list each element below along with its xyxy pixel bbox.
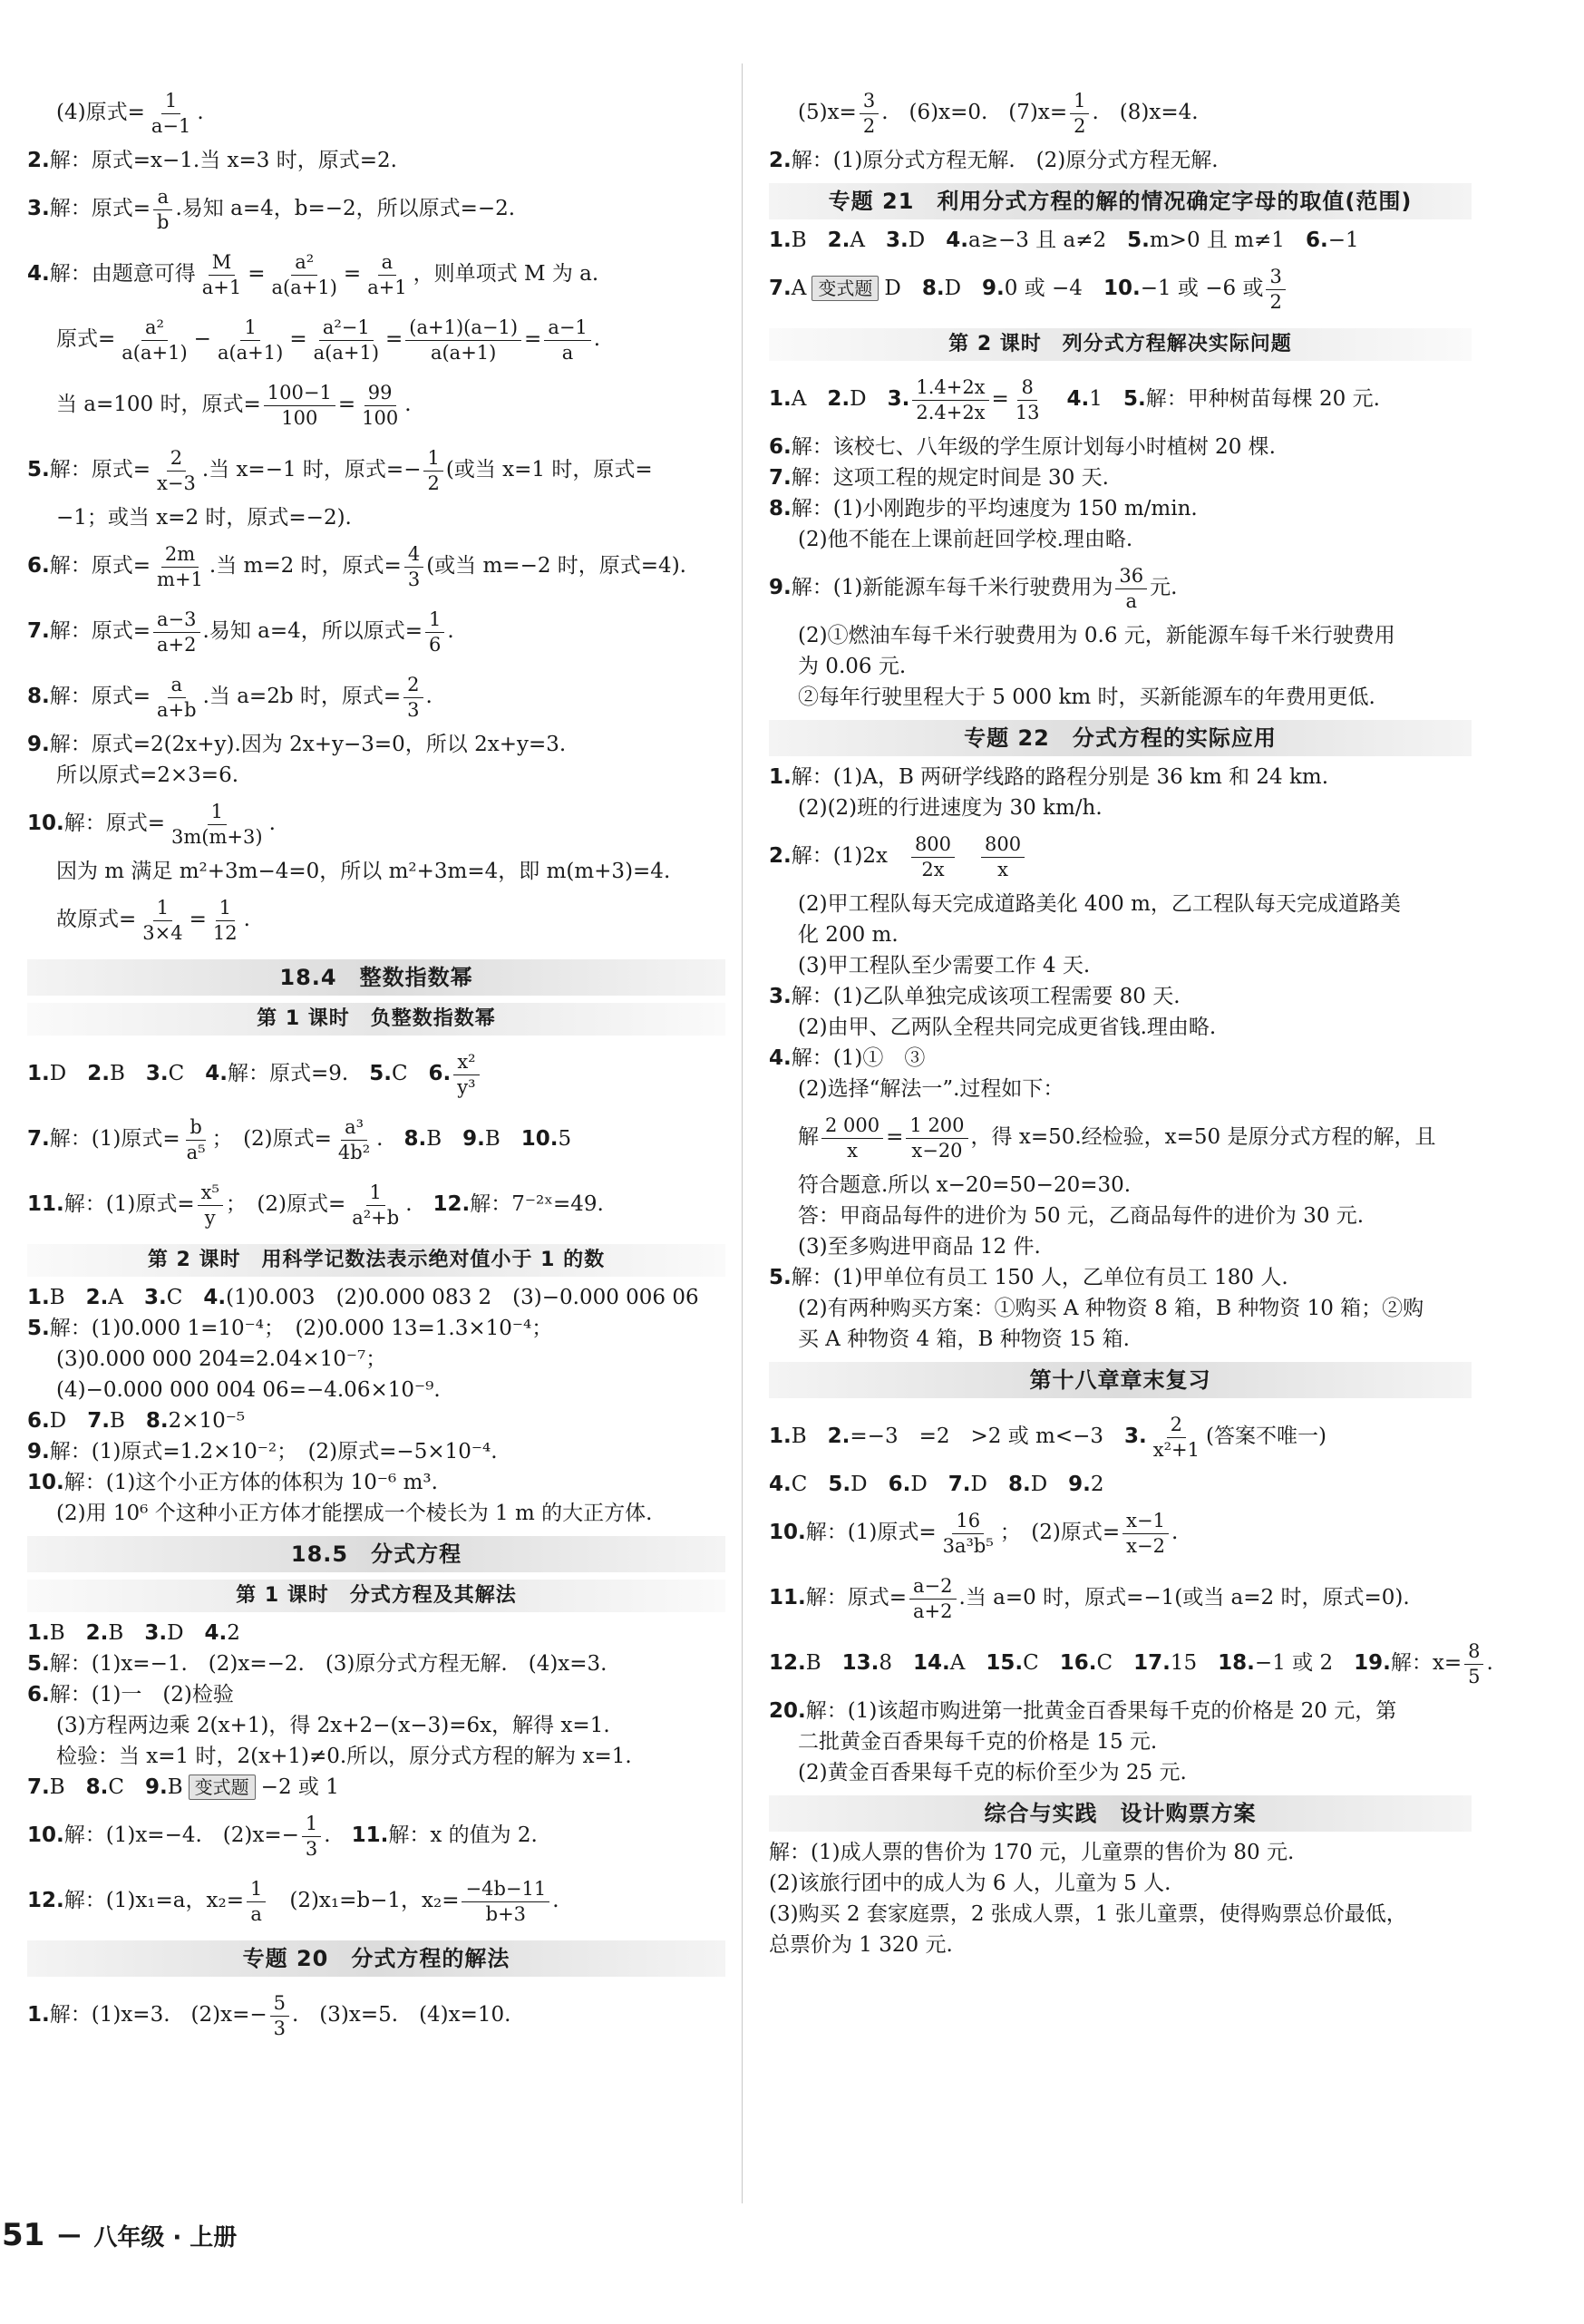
page-footer [0, 2212, 381, 2258]
answer-line: 故原式= $\frac{1}{3\times 4}$ = $\frac{1}{12}$ . [56, 896, 250, 944]
answer-line: (2)(2)班的行进速度为 30 km/h. [798, 796, 1103, 820]
section-heading: 专题 20 分式方程的解法 [27, 1940, 725, 1977]
fraction: $\frac{2}{\text{x²+1}}$ [1152, 1413, 1200, 1461]
fraction: $\frac{1}{6}$ [425, 610, 444, 655]
answer-line: 1.D 2.B 3.C 4.解：原式=9. 5.C 6. $\frac{\text{x²}}{\text{y³}}$ [27, 1041, 725, 1106]
answer-line: 解 $\frac{2 000}{x}$ = $\frac{1 200}{x-20}$ ，得 x=50.经检验，x=50 是原分式方程的解，且 [798, 1113, 1436, 1162]
answer-line: (2)甲工程队每天完成道路美化 400 m，乙工程队每天完成道路美 [798, 892, 1401, 916]
answer-line: 1.B 2.B 3.D 4.2 [27, 1621, 240, 1645]
answer-line: 10.解：(1)原式= $\frac{16}{\text{3a³b⁵}}$ ； (2)原式= $\frac{x-1}{x-2}$ . [769, 1509, 1179, 1557]
answer-line: (3)0.000 000 204=2.04×10⁻⁷； [56, 1347, 387, 1371]
answer-line: 4.解：(1)① ③ [769, 1046, 926, 1070]
fraction: $\frac{1}{a-1}$ [151, 89, 191, 137]
answer-line: 11.解：(1)原式= $\frac{\text{x⁵}}{y}$ ； (2)原式= $\frac{1}{\text{a²+b}}$ . 12.解：7⁻²ˣ=49. [27, 1181, 604, 1229]
section-heading: 第十八章章末复习 [769, 1362, 1472, 1398]
section-heading: 专题 21 利用分式方程的解的情况确定字母的取值(范围) [769, 183, 1472, 219]
fraction: $\frac{100-1}{100}$ [264, 384, 335, 428]
answer-line: 检验：当 x=1 时，2(x+1)≠0.所以，原分式方程的解为 x=1. [56, 1745, 632, 1768]
answer-line: 因为 m 满足 m²+3m−4=0，所以 m²+3m=4，即 m(m+3)=4. [56, 860, 671, 883]
fraction: $\frac{99}{100}$ [362, 381, 399, 429]
fraction: $\frac{(a+1)(a-1)}{a(a+1)}$ [405, 318, 521, 363]
fraction: $\frac{-4b-11}{b+3}$ [462, 1880, 549, 1924]
fraction: $\frac{8}{13}$ [1015, 375, 1040, 423]
fraction: $\frac{2m}{m+1}$ [157, 542, 203, 590]
variant-question-tag: 变式题 [811, 276, 879, 301]
answer-line: 所以原式=2×3=6. [56, 763, 239, 787]
fraction: $\frac{a}{a+1}$ [367, 250, 407, 298]
answer-line: 3.解：原式= $\frac{a}{b}$ .易知 a=4，b=−2，所以原式=−2. [27, 185, 516, 233]
answer-line: 9.解：原式=2(2x+y).因为 2x+y−3=0，所以 2x+y=3. [27, 733, 567, 756]
fraction: $\frac{1}{3}$ [302, 1814, 321, 1859]
answer-line: 6.解：原式= $\frac{2m}{m+1}$ .当 m=2 时，原式= $\frac{4}{3}$ (或当 m=−2 时，原式=4). [27, 542, 686, 590]
answer-line: 1.解：(1)x=3. (2)x=− $\frac{5}{3}$ . (3)x=5. (4)x=10. [27, 1991, 511, 2039]
fraction: $\frac{1}{3m(m+3)}$ [171, 800, 263, 848]
answer-line: 2.解：(1)2x $\frac{800}{2x}$ $\frac{800}{x}$ [769, 823, 1472, 889]
answer-line: 1.解：(1)A，B 两研学线路的路程分别是 36 km 和 24 km. [769, 765, 1329, 789]
answer-line: 11.解：原式= $\frac{a-2}{a+2}$ .当 a=0 时，原式=−1(或当 a=2 时，原式=0). [769, 1574, 1410, 1622]
answer-line: 10.解：(1)x=−4. (2)x=− $\frac{1}{3}$ . 11.解：x 的值为 2. [27, 1812, 538, 1860]
fraction: $\frac{a-1}{a}$ [544, 318, 590, 363]
answer-line: 7.解：原式= $\frac{a-3}{a+2}$ .易知 a=4，所以原式= $\frac{1}{6}$ . [27, 608, 454, 656]
answer-line: 7.解：这项工程的规定时间是 30 天. [769, 466, 1109, 490]
answer-line: 4.解：由题意可得 $\frac{M}{a+1}$ = $\frac{\text{a²}}{a(a+1)}$ = $\frac{a}{a+1}$ ，则单项式 M 为 a. [27, 250, 599, 298]
answer-line: 5.解：原式= $\frac{2}{x-3}$ .当 x=−1 时，原式=− $\frac{1}{2}$ (或当 x=1 时，原式= [27, 446, 653, 494]
answer-line: (2)用 10⁶ 个这种小正方体才能摆成一个棱长为 1 m 的大正方体. [56, 1502, 653, 1525]
answer-line: 答：甲商品每件的进价为 50 元，乙商品每件的进价为 30 元. [798, 1204, 1365, 1228]
fraction: $\frac{1}{\text{a²+b}}$ [352, 1181, 400, 1229]
answer-line: 5.解：(1)x=−1. (2)x=−2. (3)原分式方程无解. (4)x=3. [27, 1652, 607, 1676]
fraction: $\frac{x-1}{x-2}$ [1122, 1512, 1169, 1556]
fraction: $\frac{1}{2}$ [423, 449, 442, 493]
answer-line: (4)−0.000 000 004 06=−4.06×10⁻⁹. [56, 1378, 441, 1402]
answer-line: 4.C 5.D 6.D 7.D 8.D 9.2 [769, 1473, 1104, 1496]
answer-line: 7.B 8.C 9.B 变式题 −2 或 1 [27, 1775, 339, 1799]
lesson-heading: 第 1 课时 分式方程及其解法 [27, 1580, 725, 1612]
fraction: $\frac{1 200}{x-20}$ [906, 1116, 967, 1161]
answer-line: (2)选择“解法一”.过程如下： [798, 1077, 1064, 1101]
fraction: $\frac{2}{x-3}$ [157, 446, 196, 494]
answer-line: (2)有两种购买方案：①购买 A 种物资 8 箱，B 种物资 10 箱；②购 [798, 1297, 1424, 1320]
answer-line: 7.A 变式题 D 8.D 9.0 或 −4 10.−1 或 −6 或 $\frac{3}{2}$ [769, 256, 1472, 321]
fraction: $\frac{1}{2}$ [1070, 92, 1089, 136]
answer-line: 2.解：原式=x−1.当 x=3 时，原式=2. [27, 149, 397, 172]
fraction: $\frac{1}{a(a+1)}$ [217, 316, 284, 364]
answer-line: (4)原式= $\frac{1}{a-1}$ . [56, 89, 204, 137]
answer-line: (2)①燃油车每千米行驶费用为 0.6 元，新能源车每千米行驶费用 [798, 624, 1395, 647]
fraction: $\frac{3}{2}$ [1266, 267, 1285, 312]
left-column [27, 80, 725, 2047]
answer-line: 3.解：(1)乙队单独完成该项工程需要 80 天. [769, 985, 1181, 1008]
variant-question-tag: 变式题 [189, 1775, 256, 1800]
answer-line: (5)x= $\frac{3}{2}$ . (6)x=0. (7)x= $\frac{1}{2}$ . (8)x=4. [798, 89, 1199, 137]
answer-line: (3)至多购进甲商品 12 件. [798, 1235, 1041, 1259]
answer-line: ②每年行驶里程大于 5 000 km 时，买新能源车的年费用更低. [798, 686, 1375, 709]
fraction: $\frac{5}{3}$ [270, 1994, 289, 2038]
section-heading: 综合与实践 设计购票方案 [769, 1795, 1472, 1832]
answer-line: 1.A 2.D 3. $\frac{1.4+2x}{2.4+2x}$ = $\frac{8}{13}$ 4.1 5.解：甲种树苗每棵 20 元. [769, 375, 1380, 423]
answer-line: −1；或当 x=2 时，原式=−2). [56, 506, 352, 530]
answer-line: (3)甲工程队至少需要工作 4 天. [798, 954, 1091, 977]
right-column [769, 80, 1493, 1960]
answer-line: (2)他不能在上课前赶回学校.理由略. [798, 528, 1133, 551]
fraction: $\frac{2 000}{x}$ [821, 1116, 883, 1161]
answer-line: 总票价为 1 320 元. [769, 1933, 953, 1957]
fraction: $\frac{\text{a²−1}}{a(a+1)}$ [313, 316, 380, 364]
answer-line: (2)黄金百香果每千克的标价至少为 25 元. [798, 1761, 1187, 1784]
fraction: $\frac{\text{a²}}{a(a+1)}$ [121, 316, 188, 364]
answer-line: 8.解：(1)小刚跑步的平均速度为 150 m/min. [769, 497, 1198, 520]
answer-line: 12.B 13.8 14.A 15.C 16.C 17.15 18.−1 或 2 19.解：x= $\frac{8}{5}$ . [769, 1639, 1493, 1687]
answer-line: (3)方程两边乘 2(x+1)，得 2x+2−(x−3)=6x，解得 x=1. [56, 1714, 610, 1737]
fraction: $\frac{\text{a²}}{a(a+1)}$ [271, 250, 337, 298]
section-heading: 18.5 分式方程 [27, 1536, 725, 1572]
answer-line: 12.解：(1)x₁=a，x₂= $\frac{1}{a}$ (2)x₁=b−1，x₂= $\frac{-4b-11}{b+3}$ . [27, 1877, 559, 1925]
fraction: $\frac{16}{\text{3a³b⁵}}$ [942, 1509, 994, 1557]
fraction: $\frac{800}{2x}$ [911, 835, 955, 880]
fraction: $\frac{b}{\text{a⁵}}$ [186, 1115, 206, 1163]
answer-line: 7.解：(1)原式= $\frac{b}{\text{a⁵}}$ ； (2)原式= $\frac{\text{a³}}{\text{4b²}}$ . 8.B 9.B 10.5 [27, 1115, 572, 1163]
answer-line: 1.B 2.A 3.D 4.a≥−3 且 a≠2 5.m>0 且 m≠1 6.−1 [769, 229, 1359, 252]
fraction: $\frac{36}{a}$ [1115, 567, 1147, 611]
answer-line: 当 a=100 时，原式= $\frac{100-1}{100}$ = $\frac{99}{100}$ . [56, 381, 412, 429]
answer-line: 9.解：(1)新能源车每千米行驶费用为 $\frac{36}{a}$ 元. [769, 564, 1178, 612]
answer-line: 6.D 7.B 8.2×10⁻⁵ [27, 1409, 246, 1433]
answer-line: 1.B 2.=−3 =2 >2 或 m<−3 3. $\frac{2}{\text{x²+1}}$ (答案不唯一) [769, 1413, 1326, 1461]
grade-label: 八年级 · 上册 [93, 2223, 238, 2251]
fraction: $\frac{\text{x²}}{\text{y³}}$ [453, 1053, 479, 1097]
answer-line: 10.解：(1)这个小正方体的体积为 10⁻⁶ m³. [27, 1471, 438, 1494]
fraction: $\frac{a-3}{a+2}$ [153, 610, 199, 655]
fraction: $\frac{1}{3\times 4}$ [142, 896, 183, 944]
answer-line: 1.B 2.A 3.C 4.(1)0.003 (2)0.000 083 2 (3)−0.000 006 06 [27, 1286, 699, 1309]
answer-line: 原式= $\frac{\text{a²}}{a(a+1)}$ − $\frac{1}{a(a+1)}$ = $\frac{\text{a²−1}}{a(a+1)}$ = $\frac{(a+1)(a-1)}{a(a+1)}$ = $\frac{a-1}{a}$ . [56, 316, 601, 364]
fraction: $\frac{M}{a+1}$ [201, 250, 242, 298]
fraction: $\frac{\text{a³}}{\text{4b²}}$ [337, 1115, 371, 1163]
answer-line: 解：(1)成人票的售价为 170 元，儿童票的售价为 80 元. [769, 1841, 1295, 1864]
fraction: $\frac{2}{3}$ [403, 676, 423, 720]
answer-line: 6.解：该校七、八年级的学生原计划每小时植树 20 棵. [769, 435, 1276, 459]
column-divider [742, 63, 743, 2203]
answer-line: (3)购买 2 套家庭票，2 张成人票，1 张儿童票，使得购票总价最低， [769, 1902, 1407, 1926]
answer-line: (2)该旅行团中的成人为 6 人，儿童为 5 人. [769, 1872, 1171, 1895]
fraction: $\frac{1.4+2x}{2.4+2x}$ [912, 378, 988, 423]
section-heading: 专题 22 分式方程的实际应用 [769, 720, 1472, 756]
section-heading: 18.4 整数指数幂 [27, 959, 725, 996]
lesson-heading: 第 2 课时 列分式方程解决实际问题 [769, 328, 1472, 361]
answer-line: 二批黄金百香果每千克的价格是 15 元. [798, 1730, 1158, 1754]
answer-line: 5.解：(1)0.000 1=10⁻⁴； (2)0.000 13=1.3×10⁻⁴； [27, 1317, 553, 1340]
lesson-heading: 第 1 课时 负整数指数幂 [27, 1003, 725, 1036]
answer-line: 符合题意.所以 x−20=50−20=30. [798, 1173, 1132, 1197]
answer-line: 6.解：(1)一 (2)检验 [27, 1683, 234, 1707]
answer-line: (2)由甲、乙两队全程共同完成更省钱.理由略. [798, 1016, 1217, 1039]
fraction: $\frac{800}{x}$ [981, 835, 1025, 880]
fraction: $\frac{8}{5}$ [1464, 1642, 1483, 1687]
fraction: $\frac{a-2}{a+2}$ [909, 1577, 956, 1621]
answer-line: 10.解：原式= $\frac{1}{3m(m+3)}$ . [27, 800, 276, 848]
lesson-heading: 第 2 课时 用科学记数法表示绝对值小于 1 的数 [27, 1244, 725, 1277]
fraction: $\frac{a}{a+b}$ [157, 673, 197, 721]
fraction: $\frac{1}{12}$ [212, 896, 238, 944]
answer-line: 买 A 种物资 4 箱，B 种物资 15 箱. [798, 1327, 1130, 1351]
answer-line: 为 0.06 元. [798, 655, 907, 678]
answer-line: 9.解：(1)原式=1.2×10⁻²； (2)原式=−5×10⁻⁴. [27, 1440, 498, 1463]
fraction: $\frac{a}{b}$ [153, 188, 172, 232]
footer-dash: — [57, 2222, 82, 2249]
fraction: $\frac{4}{3}$ [404, 545, 423, 589]
answer-line: 2.解：(1)原分式方程无解. (2)原分式方程无解. [769, 149, 1219, 172]
answer-line: 化 200 m. [798, 923, 899, 947]
fraction: $\frac{1}{a}$ [247, 1880, 266, 1924]
fraction: $\frac{3}{2}$ [860, 92, 879, 136]
fraction: $\frac{\text{x⁵}}{y}$ [198, 1183, 223, 1228]
answer-line: 5.解：(1)甲单位有员工 150 人，乙单位有员工 180 人. [769, 1266, 1288, 1289]
page-number: 51 [2, 2217, 45, 2253]
answer-line: 20.解：(1)该超市购进第一批黄金百香果每千克的价格是 20 元，第 [769, 1699, 1397, 1723]
answer-line: 8.解：原式= $\frac{a}{a+b}$ .当 a=2b 时，原式= $\frac{2}{3}$ . [27, 673, 432, 721]
